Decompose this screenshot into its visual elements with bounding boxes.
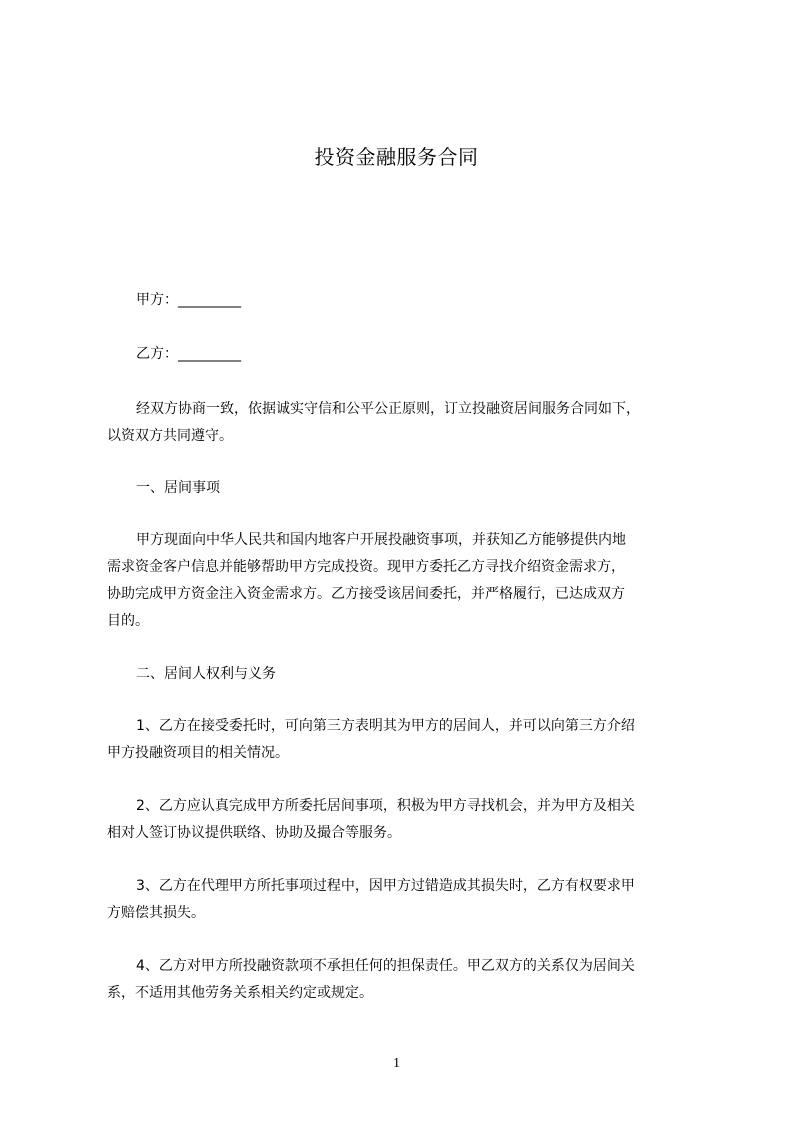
item-2-line-1: 2、乙方应认真完成甲方所委托居间事项，积极为甲方寻找机会，并为甲方及相关 (136, 798, 635, 814)
section-1-heading: 一、居间事项 (136, 480, 220, 496)
item-2-line-2: 相对人签订协议提供联络、协助及撮合等服务。 (107, 825, 401, 841)
party-b-line (136, 344, 746, 364)
item-4-line-2: 系，不适用其他劳务关系相关约定或规定。 (107, 985, 373, 1001)
contract-title: 投资金融服务合同 (314, 145, 479, 169)
item-4-line-1: 4、乙方对甲方所投融资款项不承担任何的担保责任。甲乙双方的关系仅为居间关 (136, 958, 635, 974)
party-b-label: 乙方： (136, 346, 178, 362)
party-a-label: 甲方： (136, 292, 178, 308)
section-1-line-4: 目的。 (107, 613, 149, 629)
intro-line-2: 以资双方共同遵守。 (107, 428, 233, 444)
item-1-line-2: 甲方投融资项目的相关情况。 (107, 745, 289, 761)
page-number: 1 (393, 1056, 400, 1071)
party-a-line (136, 290, 746, 310)
section-1-line-2: 需求资金客户信息并能够帮助甲方完成投资。现甲方委托乙方寻找介绍资金需求方， (107, 559, 625, 575)
section-1-line-1: 甲方现面向中华人民共和国内地客户开展投融资事项，并获知乙方能够提供内地 (136, 532, 626, 548)
item-3-line-1: 3、乙方在代理甲方所托事项过程中，因甲方过错造成其损失时，乙方有权要求甲 (136, 878, 635, 894)
item-3-line-2: 方赔偿其损失。 (107, 905, 205, 921)
party-a-blank: _________ (178, 292, 241, 308)
intro-line-1: 经双方协商一致，依据诚实守信和公平公正原则，订立投融资居间服务合同如下， (136, 401, 640, 417)
party-b-blank: _________ (178, 346, 241, 362)
item-1-line-1: 1、乙方在接受委托时，可向第三方表明其为甲方的居间人，并可以向第三方介绍 (136, 718, 635, 734)
section-2-heading: 二、居间人权利与义务 (136, 666, 276, 682)
section-1-line-3: 协助完成甲方资金注入资金需求方。乙方接受该居间委托，并严格履行，已达成双方 (107, 586, 625, 602)
